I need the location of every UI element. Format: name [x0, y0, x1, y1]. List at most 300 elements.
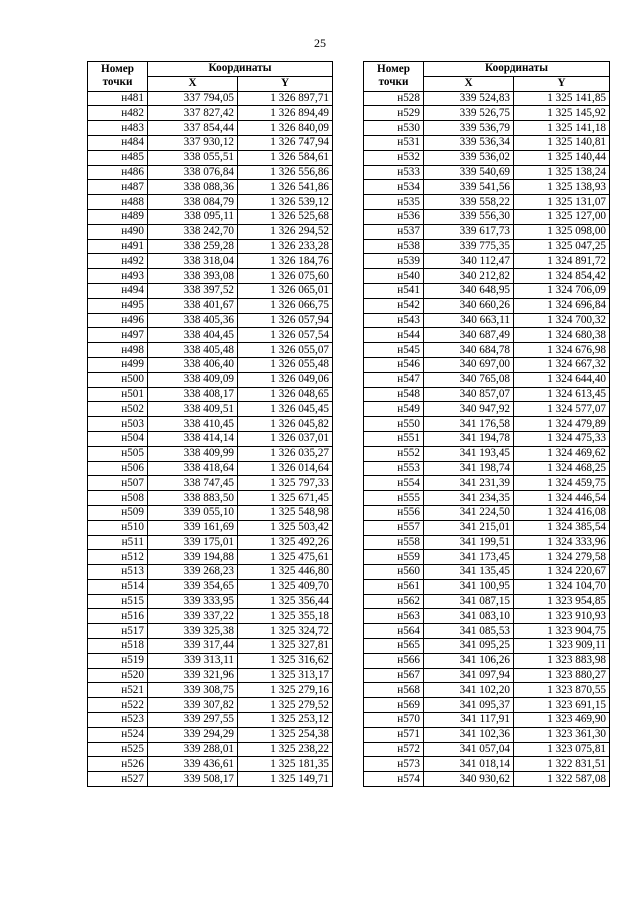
x-coordinate-cell: 338 076,84: [148, 165, 238, 180]
x-coordinate-cell: 339 161,69: [148, 520, 238, 535]
point-number-cell: н558: [364, 535, 424, 550]
table-row: [88, 372, 333, 387]
y-coordinate-cell: 1 326 541,86: [238, 180, 333, 195]
y-coordinate-cell: 1 323 910,93: [514, 609, 610, 624]
point-number-cell: н533: [364, 165, 424, 180]
table-row: [88, 639, 333, 654]
table-row: [88, 668, 333, 683]
y-coordinate-cell: 1 326 045,82: [238, 417, 333, 432]
table-row: [364, 742, 610, 757]
point-number-header: [88, 62, 148, 92]
x-coordinate-cell: 339 268,23: [148, 565, 238, 580]
y-coordinate-cell: 1 324 479,89: [514, 417, 610, 432]
y-coordinate-cell: 1 326 584,61: [238, 150, 333, 165]
y-coordinate-cell: 1 325 140,81: [514, 135, 610, 150]
y-coordinate-cell: 1 326 525,68: [238, 209, 333, 224]
x-coordinate-cell: 339 333,95: [148, 594, 238, 609]
x-coordinate-cell: 341 018,14: [424, 757, 514, 772]
y-coordinate-cell: 1 325 149,71: [238, 772, 333, 787]
table-row: [88, 653, 333, 668]
x-coordinate-cell: 339 556,30: [424, 209, 514, 224]
y-coordinate-cell: 1 326 556,86: [238, 165, 333, 180]
y-coordinate-cell: 1 324 613,45: [514, 387, 610, 402]
x-header: X: [424, 76, 514, 91]
table-row: [88, 594, 333, 609]
point-number-cell: н561: [364, 579, 424, 594]
table-row: [364, 254, 610, 269]
point-number-cell: н508: [88, 491, 148, 506]
x-coordinate-cell: 338 409,51: [148, 402, 238, 417]
table-header-row: [364, 62, 610, 77]
point-number-cell: н562: [364, 594, 424, 609]
x-coordinate-cell: 341 215,01: [424, 520, 514, 535]
y-coordinate-cell: 1 325 313,17: [238, 668, 333, 683]
point-number-cell: н515: [88, 594, 148, 609]
table-row: [88, 683, 333, 698]
table-row: [364, 668, 610, 683]
x-coordinate-cell: 339 055,10: [148, 505, 238, 520]
table-row: [364, 180, 610, 195]
table-row: [364, 446, 610, 461]
table-row: [88, 698, 333, 713]
point-number-cell: н514: [88, 579, 148, 594]
table-row: [88, 417, 333, 432]
table-row: [88, 402, 333, 417]
table-row: [88, 150, 333, 165]
x-coordinate-cell: 341 135,45: [424, 565, 514, 580]
y-coordinate-cell: 1 324 891,72: [514, 254, 610, 269]
x-coordinate-cell: 341 083,10: [424, 609, 514, 624]
x-coordinate-cell: 338 409,99: [148, 446, 238, 461]
point-number-cell: н498: [88, 343, 148, 358]
table-row: [88, 165, 333, 180]
y-coordinate-cell: 1 325 797,33: [238, 476, 333, 491]
y-coordinate-cell: 1 325 181,35: [238, 757, 333, 772]
table-row: [364, 683, 610, 698]
x-coordinate-cell: 341 102,36: [424, 727, 514, 742]
table-row: [364, 343, 610, 358]
point-number-cell: н564: [364, 624, 424, 639]
y-coordinate-cell: 1 325 503,42: [238, 520, 333, 535]
y-coordinate-cell: 1 324 700,32: [514, 313, 610, 328]
point-number-cell: н492: [88, 254, 148, 269]
x-coordinate-cell: 338 242,70: [148, 224, 238, 239]
y-coordinate-cell: 1 324 468,25: [514, 461, 610, 476]
y-coordinate-cell: 1 325 475,61: [238, 550, 333, 565]
table-row: [364, 224, 610, 239]
table-row: [364, 461, 610, 476]
y-coordinate-cell: 1 325 671,45: [238, 491, 333, 506]
table-row: [88, 461, 333, 476]
x-coordinate-cell: 338 405,48: [148, 343, 238, 358]
point-number-cell: н523: [88, 713, 148, 728]
point-number-cell: н560: [364, 565, 424, 580]
point-number-cell: н546: [364, 357, 424, 372]
table-row: [364, 283, 610, 298]
point-number-cell: н486: [88, 165, 148, 180]
x-coordinate-cell: 341 224,50: [424, 505, 514, 520]
y-coordinate-cell: 1 326 539,12: [238, 195, 333, 210]
y-coordinate-cell: 1 325 327,81: [238, 639, 333, 654]
point-number-cell: н482: [88, 106, 148, 121]
y-coordinate-cell: 1 323 075,81: [514, 742, 610, 757]
x-coordinate-cell: 340 212,82: [424, 269, 514, 284]
point-number-cell: н501: [88, 387, 148, 402]
table-body-left: [88, 91, 333, 786]
table-row: [88, 121, 333, 136]
x-coordinate-cell: 339 297,55: [148, 713, 238, 728]
table-row: [364, 565, 610, 580]
point-number-cell: н574: [364, 772, 424, 787]
point-number-cell: н548: [364, 387, 424, 402]
x-coordinate-cell: 341 095,37: [424, 698, 514, 713]
point-label-line1: Номер: [377, 63, 410, 76]
x-coordinate-cell: 340 660,26: [424, 298, 514, 313]
x-coordinate-cell: 338 405,36: [148, 313, 238, 328]
x-coordinate-cell: 338 747,45: [148, 476, 238, 491]
point-number-cell: н566: [364, 653, 424, 668]
y-coordinate-cell: 1 324 475,33: [514, 431, 610, 446]
x-coordinate-cell: 339 775,35: [424, 239, 514, 254]
x-coordinate-cell: 339 321,96: [148, 668, 238, 683]
point-number-cell: н497: [88, 328, 148, 343]
y-coordinate-cell: 1 325 140,44: [514, 150, 610, 165]
point-number-cell: н489: [88, 209, 148, 224]
y-coordinate-cell: 1 323 883,98: [514, 653, 610, 668]
point-number-cell: н563: [364, 609, 424, 624]
point-number-cell: н527: [88, 772, 148, 787]
x-coordinate-cell: 340 663,11: [424, 313, 514, 328]
x-coordinate-cell: 341 057,04: [424, 742, 514, 757]
x-coordinate-cell: 337 930,12: [148, 135, 238, 150]
y-coordinate-cell: 1 324 104,70: [514, 579, 610, 594]
x-coordinate-cell: 341 193,45: [424, 446, 514, 461]
point-number-cell: н554: [364, 476, 424, 491]
point-number-cell: н484: [88, 135, 148, 150]
point-number-cell: н529: [364, 106, 424, 121]
x-coordinate-cell: 338 393,08: [148, 269, 238, 284]
x-coordinate-cell: 339 175,01: [148, 535, 238, 550]
table-row: [88, 135, 333, 150]
point-number-cell: н507: [88, 476, 148, 491]
x-coordinate-cell: 338 401,67: [148, 298, 238, 313]
point-number-cell: н521: [88, 683, 148, 698]
y-coordinate-cell: 1 326 747,94: [238, 135, 333, 150]
y-coordinate-cell: 1 325 279,52: [238, 698, 333, 713]
table-row: [88, 772, 333, 787]
table-row: [88, 491, 333, 506]
point-number-cell: н545: [364, 343, 424, 358]
x-coordinate-cell: 339 337,22: [148, 609, 238, 624]
point-number-cell: н516: [88, 609, 148, 624]
point-number-cell: н491: [88, 239, 148, 254]
y-coordinate-cell: 1 326 840,09: [238, 121, 333, 136]
x-coordinate-cell: 339 354,65: [148, 579, 238, 594]
coordinates-table-left: [87, 61, 333, 787]
x-coordinate-cell: 339 288,01: [148, 742, 238, 757]
y-coordinate-cell: 1 324 459,75: [514, 476, 610, 491]
y-coordinate-cell: 1 323 880,27: [514, 668, 610, 683]
x-coordinate-cell: 340 857,07: [424, 387, 514, 402]
x-coordinate-cell: 338 259,28: [148, 239, 238, 254]
point-number-cell: н542: [364, 298, 424, 313]
x-coordinate-cell: 339 325,38: [148, 624, 238, 639]
table-row: [88, 195, 333, 210]
x-coordinate-cell: 339 536,79: [424, 121, 514, 136]
point-number-cell: н550: [364, 417, 424, 432]
y-coordinate-cell: 1 325 047,25: [514, 239, 610, 254]
table-row: [364, 91, 610, 106]
table-row: [88, 476, 333, 491]
y-coordinate-cell: 1 324 220,67: [514, 565, 610, 580]
point-number-cell: н570: [364, 713, 424, 728]
y-coordinate-cell: 1 324 279,58: [514, 550, 610, 565]
y-coordinate-cell: 1 325 492,26: [238, 535, 333, 550]
point-number-cell: н552: [364, 446, 424, 461]
y-coordinate-cell: 1 325 548,98: [238, 505, 333, 520]
point-number-cell: н493: [88, 269, 148, 284]
x-coordinate-cell: 341 085,53: [424, 624, 514, 639]
x-coordinate-cell: 338 095,11: [148, 209, 238, 224]
point-number-cell: н556: [364, 505, 424, 520]
x-coordinate-cell: 340 947,92: [424, 402, 514, 417]
y-coordinate-cell: 1 325 138,24: [514, 165, 610, 180]
x-coordinate-cell: 341 095,25: [424, 639, 514, 654]
x-coordinate-cell: 340 697,00: [424, 357, 514, 372]
x-coordinate-cell: 340 112,47: [424, 254, 514, 269]
point-number-cell: н487: [88, 180, 148, 195]
y-coordinate-cell: 1 323 361,30: [514, 727, 610, 742]
x-coordinate-cell: 339 540,69: [424, 165, 514, 180]
y-coordinate-cell: 1 325 324,72: [238, 624, 333, 639]
x-coordinate-cell: 339 541,56: [424, 180, 514, 195]
point-number-cell: н573: [364, 757, 424, 772]
table-row: [88, 609, 333, 624]
x-coordinate-cell: 340 684,78: [424, 343, 514, 358]
x-coordinate-cell: 339 536,02: [424, 150, 514, 165]
point-number-cell: н540: [364, 269, 424, 284]
table-body-right: [364, 91, 610, 786]
x-coordinate-cell: 341 117,91: [424, 713, 514, 728]
point-number-cell: н547: [364, 372, 424, 387]
point-number-cell: н488: [88, 195, 148, 210]
table-row: [364, 328, 610, 343]
point-number-cell: н481: [88, 91, 148, 106]
table-header-row: [88, 62, 333, 77]
point-number-cell: н526: [88, 757, 148, 772]
table-row: [364, 639, 610, 654]
x-coordinate-cell: 339 524,83: [424, 91, 514, 106]
x-coordinate-cell: 341 100,95: [424, 579, 514, 594]
table-row: [88, 505, 333, 520]
y-coordinate-cell: 1 323 870,55: [514, 683, 610, 698]
x-coordinate-cell: 339 508,17: [148, 772, 238, 787]
point-number-cell: н530: [364, 121, 424, 136]
y-coordinate-cell: 1 326 037,01: [238, 431, 333, 446]
y-coordinate-cell: 1 324 696,84: [514, 298, 610, 313]
table-row: [88, 91, 333, 106]
table-row: [364, 698, 610, 713]
x-coordinate-cell: 338 318,04: [148, 254, 238, 269]
x-coordinate-cell: 338 406,40: [148, 357, 238, 372]
coordinates-header: Координаты: [148, 62, 333, 77]
x-coordinate-cell: 338 408,17: [148, 387, 238, 402]
x-coordinate-cell: 338 409,09: [148, 372, 238, 387]
y-coordinate-cell: 1 326 055,07: [238, 343, 333, 358]
y-coordinate-cell: 1 326 065,01: [238, 283, 333, 298]
x-coordinate-cell: 338 055,51: [148, 150, 238, 165]
point-number-cell: н557: [364, 520, 424, 535]
y-coordinate-cell: 1 325 131,07: [514, 195, 610, 210]
table-row: [88, 239, 333, 254]
table-row: [364, 106, 610, 121]
point-label-line2: точки: [102, 76, 133, 89]
x-coordinate-cell: 339 294,29: [148, 727, 238, 742]
point-label-line1: Номер: [101, 63, 134, 76]
y-coordinate-cell: 1 325 141,85: [514, 91, 610, 106]
y-coordinate-cell: 1 325 145,92: [514, 106, 610, 121]
table-row: [88, 446, 333, 461]
y-coordinate-cell: 1 326 055,48: [238, 357, 333, 372]
x-coordinate-cell: 339 317,44: [148, 639, 238, 654]
y-coordinate-cell: 1 326 048,65: [238, 387, 333, 402]
x-coordinate-cell: 341 176,58: [424, 417, 514, 432]
y-coordinate-cell: 1 324 416,08: [514, 505, 610, 520]
point-number-cell: н512: [88, 550, 148, 565]
x-coordinate-cell: 338 883,50: [148, 491, 238, 506]
point-number-cell: н534: [364, 180, 424, 195]
point-number-cell: н510: [88, 520, 148, 535]
point-number-cell: н483: [88, 121, 148, 136]
x-coordinate-cell: 341 234,35: [424, 491, 514, 506]
y-coordinate-cell: 1 325 138,93: [514, 180, 610, 195]
x-coordinate-cell: 341 231,39: [424, 476, 514, 491]
point-number-cell: н531: [364, 135, 424, 150]
point-number-cell: н543: [364, 313, 424, 328]
y-coordinate-cell: 1 324 385,54: [514, 520, 610, 535]
point-label-line2: точки: [378, 76, 409, 89]
x-coordinate-cell: 337 794,05: [148, 91, 238, 106]
point-number-cell: н536: [364, 209, 424, 224]
y-header: Y: [514, 76, 610, 91]
point-number-cell: н532: [364, 150, 424, 165]
y-coordinate-cell: 1 325 098,00: [514, 224, 610, 239]
point-number-cell: н506: [88, 461, 148, 476]
point-number-cell: н513: [88, 565, 148, 580]
point-number-cell: н538: [364, 239, 424, 254]
x-coordinate-cell: 340 930,62: [424, 772, 514, 787]
y-coordinate-cell: 1 324 854,42: [514, 269, 610, 284]
x-coordinate-cell: 338 397,52: [148, 283, 238, 298]
point-number-cell: н524: [88, 727, 148, 742]
y-coordinate-cell: 1 324 577,07: [514, 402, 610, 417]
table-row: [88, 535, 333, 550]
y-header: Y: [238, 76, 333, 91]
x-coordinate-cell: 341 173,45: [424, 550, 514, 565]
table-row: [364, 579, 610, 594]
coordinates-table-right: [363, 61, 610, 787]
point-number-cell: н502: [88, 402, 148, 417]
y-coordinate-cell: 1 326 045,45: [238, 402, 333, 417]
point-number-cell: н549: [364, 402, 424, 417]
point-number-cell: н569: [364, 698, 424, 713]
x-coordinate-cell: 339 558,22: [424, 195, 514, 210]
y-coordinate-cell: 1 326 049,06: [238, 372, 333, 387]
point-number-cell: н537: [364, 224, 424, 239]
y-coordinate-cell: 1 326 014,64: [238, 461, 333, 476]
y-coordinate-cell: 1 323 904,75: [514, 624, 610, 639]
x-coordinate-cell: 341 199,51: [424, 535, 514, 550]
x-coordinate-cell: 338 084,79: [148, 195, 238, 210]
point-number-cell: н499: [88, 357, 148, 372]
table-row: [364, 520, 610, 535]
point-number-cell: н511: [88, 535, 148, 550]
y-coordinate-cell: 1 325 356,44: [238, 594, 333, 609]
page-number: 25: [314, 36, 326, 50]
table-row: [88, 579, 333, 594]
table-row: [364, 135, 610, 150]
y-coordinate-cell: 1 325 141,18: [514, 121, 610, 136]
point-number-cell: н519: [88, 653, 148, 668]
table-row: [88, 106, 333, 121]
table-row: [364, 150, 610, 165]
table-row: [364, 550, 610, 565]
y-coordinate-cell: 1 325 253,12: [238, 713, 333, 728]
point-number-cell: н520: [88, 668, 148, 683]
y-coordinate-cell: 1 325 355,18: [238, 609, 333, 624]
table-row: [88, 328, 333, 343]
table-row: [88, 387, 333, 402]
y-coordinate-cell: 1 325 316,62: [238, 653, 333, 668]
point-number-cell: н551: [364, 431, 424, 446]
table-row: [364, 357, 610, 372]
x-coordinate-cell: 338 088,36: [148, 180, 238, 195]
table-row: [88, 431, 333, 446]
y-coordinate-cell: 1 326 066,75: [238, 298, 333, 313]
point-number-cell: н559: [364, 550, 424, 565]
table-row: [364, 417, 610, 432]
y-coordinate-cell: 1 324 644,40: [514, 372, 610, 387]
y-coordinate-cell: 1 324 469,62: [514, 446, 610, 461]
y-coordinate-cell: 1 324 676,98: [514, 343, 610, 358]
x-coordinate-cell: 338 418,64: [148, 461, 238, 476]
y-coordinate-cell: 1 325 409,70: [238, 579, 333, 594]
table-row: [364, 209, 610, 224]
table-row: [364, 772, 610, 787]
table-row: [364, 239, 610, 254]
table-row: [364, 431, 610, 446]
table-row: [88, 343, 333, 358]
point-number-cell: н505: [88, 446, 148, 461]
y-coordinate-cell: 1 326 233,28: [238, 239, 333, 254]
y-coordinate-cell: 1 324 667,32: [514, 357, 610, 372]
x-coordinate-cell: 338 410,45: [148, 417, 238, 432]
table-row: [364, 535, 610, 550]
coordinates-header: Координаты: [424, 62, 610, 77]
x-coordinate-cell: 341 097,94: [424, 668, 514, 683]
y-coordinate-cell: 1 324 446,54: [514, 491, 610, 506]
table-row: [364, 624, 610, 639]
point-number-cell: н535: [364, 195, 424, 210]
y-coordinate-cell: 1 326 894,49: [238, 106, 333, 121]
table-row: [88, 269, 333, 284]
table-row: [88, 313, 333, 328]
x-coordinate-cell: 339 308,75: [148, 683, 238, 698]
y-coordinate-cell: 1 326 897,71: [238, 91, 333, 106]
x-coordinate-cell: 341 198,74: [424, 461, 514, 476]
table-row: [364, 609, 610, 624]
table-row: [88, 565, 333, 580]
